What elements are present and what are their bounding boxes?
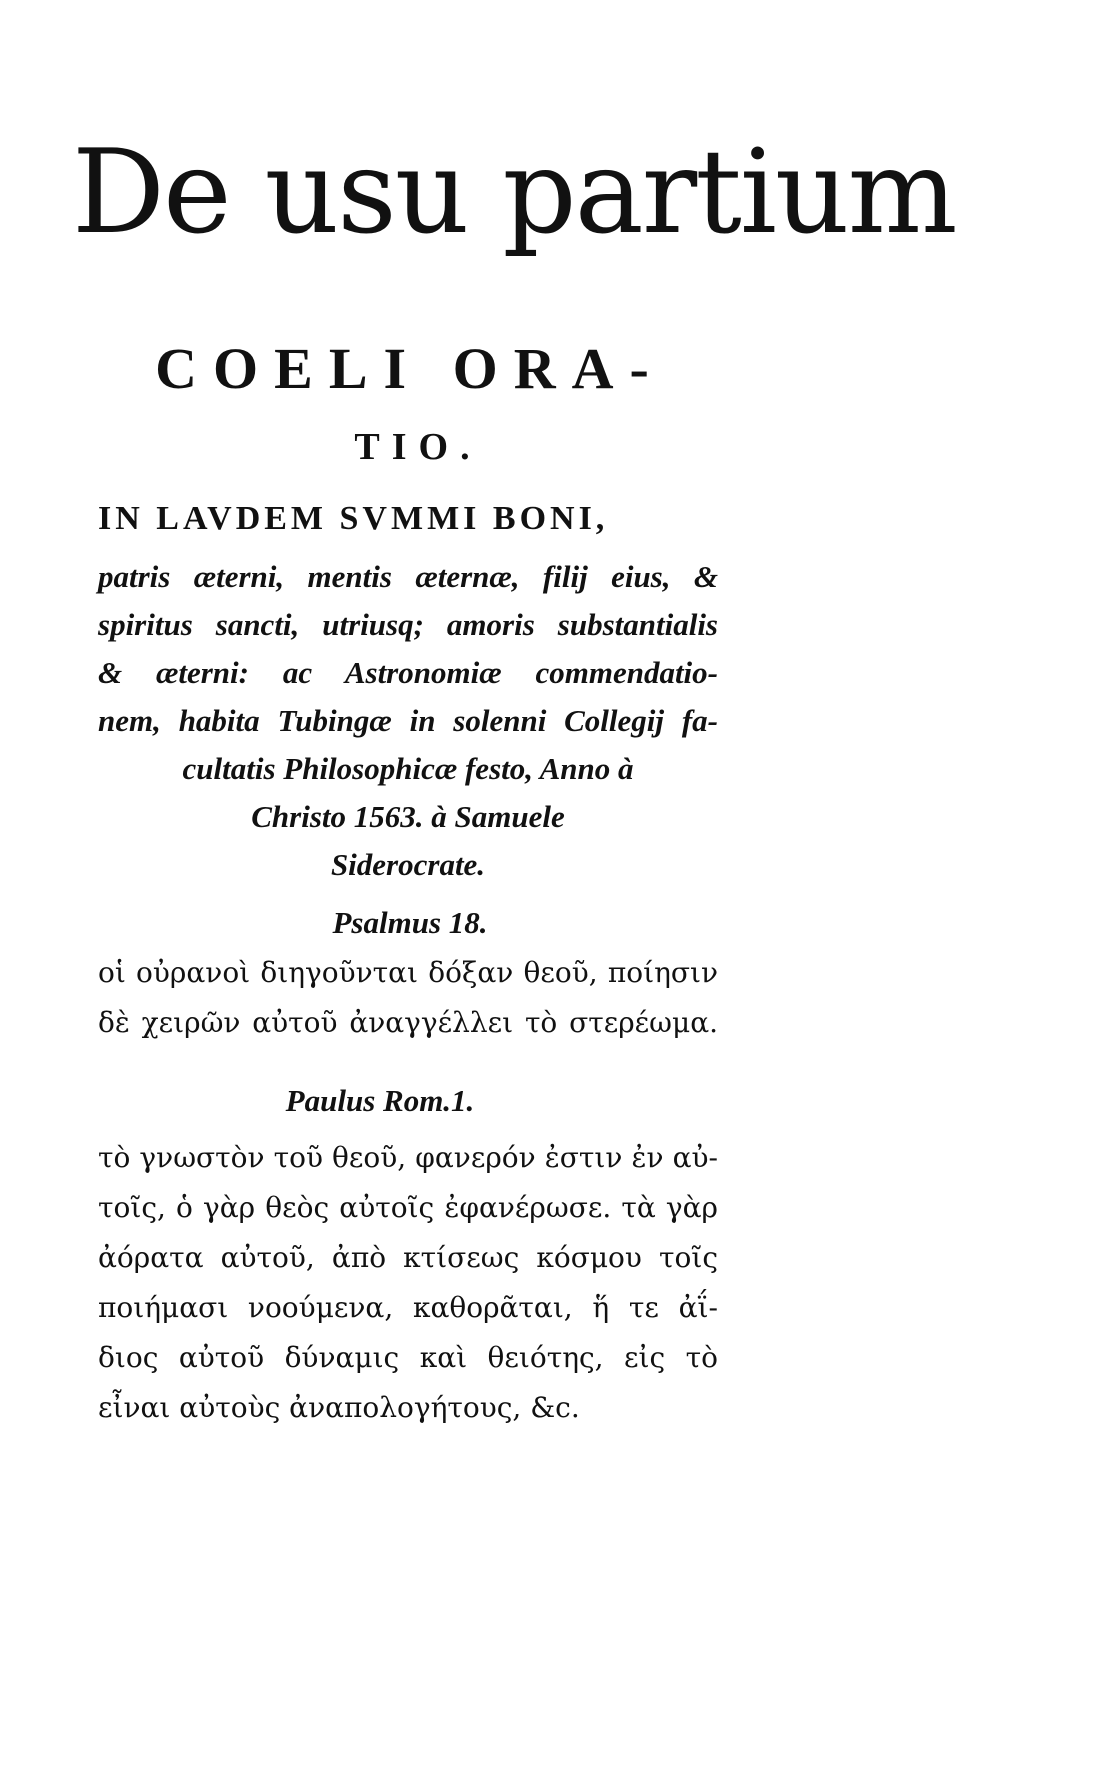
paul-heading: Paulus Rom.1. — [285, 1083, 475, 1118]
page-title: De usu partium — [72, 125, 956, 260]
paul-line: εἶναι αὐτοὺς ἀναπολογήτους, &c. — [98, 1391, 580, 1424]
dedication-line: patris æterni, mentis æternæ, filij eius, & — [98, 559, 718, 594]
dedication-line: & æterni: ac Astronomiæ commendatio- — [98, 655, 718, 690]
psalm-line: δὲ χειρῶν αὐτοῦ ἀναγγέλλει τὸ στερέωμα. — [98, 1006, 718, 1039]
dedication-line: Christo 1563. à Samuele — [251, 799, 565, 834]
subtitle-line-1: COELI ORA- — [155, 336, 665, 401]
paul-line: τὸ γνωστὸν τοῦ θεοῦ, φανερόν ἐστιν ἐν αὐ- — [98, 1141, 718, 1174]
dedication-caps-line: IN LAVDEM SVMMI BONI, — [98, 500, 609, 537]
paul-line: τοῖς, ὁ γὰρ θεὸς αὐτοῖς ἐφανέρωσε. τὰ γὰρ — [98, 1191, 718, 1224]
dedication-line: nem, habita Tubingæ in solenni Collegij fa- — [98, 703, 718, 738]
subtitle-line-2: TIO. — [354, 426, 482, 468]
paul-line: διος αὐτοῦ δύναμις καὶ θειότης, εἰς τὸ — [98, 1341, 718, 1374]
psalm-heading: Psalmus 18. — [332, 905, 488, 940]
paul-quote — [98, 1133, 718, 1433]
dedication-line: spiritus sancti, utriusq; amoris substantialis — [98, 607, 718, 642]
dedication-line: Siderocrate. — [330, 847, 486, 882]
psalm-quote — [98, 948, 718, 1048]
dedication-line: cultatis Philosophicæ festo, Anno à — [182, 751, 634, 786]
psalm-line: οἱ οὐρανοὶ διηγοῦνται δόξαν θεοῦ, ποίησιν — [98, 956, 718, 989]
paul-line: ποιήμασι νοούμενα, καθορᾶται, ἥ τε ἀΐ- — [98, 1291, 718, 1324]
paul-line: ἀόρατα αὐτοῦ, ἀπὸ κτίσεως κόσμου τοῖς — [98, 1241, 718, 1274]
dedication-text — [98, 553, 718, 889]
